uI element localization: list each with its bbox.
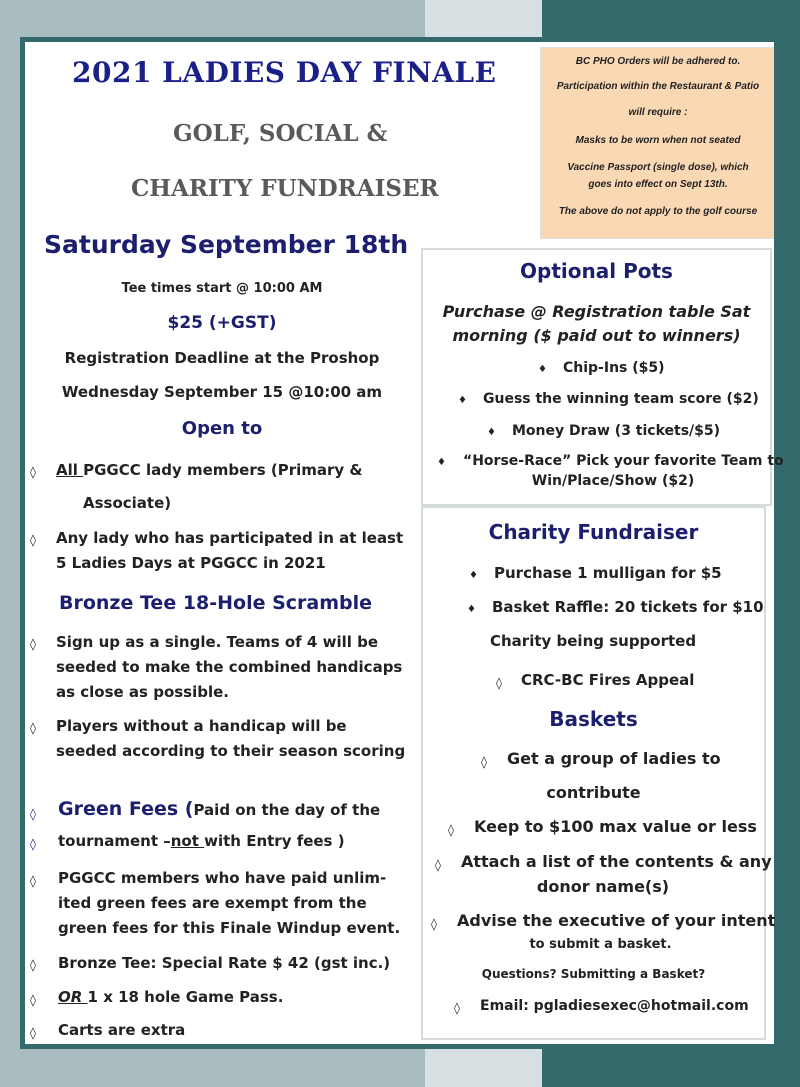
notice-line: Masks to be worn when not seated bbox=[575, 135, 741, 146]
baskets-item4-line1: Advise the executive of your intent bbox=[457, 911, 776, 930]
green-fees-heading-row bbox=[58, 798, 380, 820]
flyer-subtitle-line1: GOLF, SOCIAL & bbox=[173, 120, 388, 147]
diamond-bullet-icon: ◊ bbox=[30, 721, 36, 735]
charity-heading: Charity Fundraiser bbox=[488, 520, 699, 544]
baskets-item1-line2: contribute bbox=[546, 783, 641, 802]
diamond-bullet-icon: ◊ bbox=[30, 1026, 36, 1040]
scramble-heading: Bronze Tee 18-Hole Scramble bbox=[59, 592, 373, 614]
diamond-bullet-icon: ◊ bbox=[30, 533, 36, 547]
tee-times: Tee times start @ 10:00 AM bbox=[121, 281, 323, 296]
open-to-item2-line2: 5 Ladies Days at PGGCC in 2021 bbox=[56, 554, 326, 572]
optional-pots-sub-line1: Purchase @ Registration table Sat bbox=[442, 302, 751, 321]
green-fees-line2 bbox=[58, 832, 345, 850]
diamond-bullet-icon: ♦ bbox=[467, 604, 476, 615]
diamond-bullet-icon: ◊ bbox=[496, 676, 502, 690]
baskets-questions: Questions? Submitting a Basket? bbox=[481, 967, 706, 981]
scramble-item1-line3: as close as possible. bbox=[56, 683, 229, 701]
diamond-bullet-icon: ♦ bbox=[458, 395, 467, 406]
special-rate: Bronze Tee: Special Rate $ 42 (gst inc.) bbox=[58, 954, 391, 972]
pot-horse-race-line1: “Horse-Race” Pick your favorite Team to bbox=[463, 453, 784, 469]
notice-line: The above do not apply to the golf course bbox=[558, 206, 758, 217]
scramble-item1-line1: Sign up as a single. Teams of 4 will be bbox=[56, 633, 379, 651]
exempt-line2: ited green fees are exempt from the bbox=[58, 894, 367, 912]
game-pass-row bbox=[58, 988, 283, 1006]
baskets-item1-line1: Get a group of ladies to bbox=[507, 749, 721, 768]
contact-email: Email: pgladiesexec@hotmail.com bbox=[480, 998, 749, 1014]
notice-line: Participation within the Restaurant & Patio bbox=[556, 81, 760, 92]
diamond-bullet-icon: ◊ bbox=[481, 755, 487, 769]
deadline-line2: Wednesday September 15 @10:00 am bbox=[61, 383, 383, 401]
green-fees-line2-post: with Entry fees ) bbox=[204, 832, 345, 850]
open-to-item1-text: PGGCC lady members (Primary & bbox=[83, 461, 363, 479]
diamond-bullet-icon: ◊ bbox=[30, 637, 36, 651]
diamond-bullet-icon: ♦ bbox=[538, 364, 547, 375]
all-underlined: All bbox=[56, 461, 84, 479]
pot-money-draw: Money Draw (3 tickets/$5) bbox=[512, 423, 721, 439]
diamond-bullet-icon: ◊ bbox=[30, 958, 36, 972]
baskets-heading: Baskets bbox=[549, 707, 638, 731]
pot-chip-ins: Chip-Ins ($5) bbox=[563, 360, 665, 376]
open-to-item2-line1: Any lady who has participated in at least bbox=[56, 529, 404, 547]
scramble-item1-line2: seeded to make the combined handicaps bbox=[56, 658, 403, 676]
exempt-line3: green fees for this Finale Windup event. bbox=[58, 919, 401, 937]
baskets-item3-line1: Attach a list of the contents & any bbox=[461, 852, 772, 871]
notice-line: goes into effect on Sept 13th. bbox=[588, 179, 728, 190]
diamond-bullet-icon: ◊ bbox=[30, 807, 36, 821]
notice-line: Vaccine Passport (single dose), which bbox=[567, 162, 749, 173]
green-fees-note: Paid on the day of the bbox=[193, 801, 381, 819]
not-underlined: not bbox=[170, 832, 205, 850]
charity-basket-raffle: Basket Raffle: 20 tickets for $10 bbox=[492, 598, 764, 616]
charity-baskets-box bbox=[421, 506, 776, 1040]
optional-pots-sub-line2: morning ($ paid out to winners) bbox=[452, 326, 741, 345]
diamond-bullet-icon: ◊ bbox=[30, 465, 36, 479]
deadline-line1: Registration Deadline at the Proshop bbox=[64, 349, 380, 367]
flyer-subtitle-line2: CHARITY FUNDRAISER bbox=[131, 175, 439, 202]
notice-line: will require : bbox=[628, 107, 688, 118]
diamond-bullet-icon: ♦ bbox=[437, 457, 446, 468]
pot-horse-race-line2: Win/Place/Show ($2) bbox=[531, 473, 695, 489]
diamond-bullet-icon: ◊ bbox=[431, 917, 437, 931]
diamond-bullet-icon: ♦ bbox=[487, 427, 496, 438]
optional-pots-box bbox=[421, 248, 784, 506]
flyer-title: 2021 LADIES DAY FINALE bbox=[72, 56, 497, 89]
covid-notice-box bbox=[540, 47, 774, 239]
scramble-item2-line1: Players without a handicap will be bbox=[56, 717, 347, 735]
open-to-heading: Open to bbox=[181, 418, 263, 439]
carts-extra: Carts are extra bbox=[58, 1021, 186, 1039]
diamond-bullet-icon: ◊ bbox=[30, 993, 36, 1007]
green-fees-line2-pre: tournament – bbox=[58, 832, 171, 850]
open-to-item1-cont: Associate) bbox=[83, 494, 172, 512]
charity-supported-label: Charity being supported bbox=[490, 632, 697, 650]
open-to-item1 bbox=[56, 461, 363, 479]
green-fees-heading: Green Fees ( bbox=[58, 798, 194, 820]
pot-guess-score: Guess the winning team score ($2) bbox=[483, 391, 759, 407]
event-date: Saturday September 18th bbox=[44, 230, 409, 259]
diamond-bullet-icon: ♦ bbox=[469, 570, 478, 581]
diamond-bullet-icon: ◊ bbox=[454, 1001, 460, 1015]
diamond-bullet-icon: ◊ bbox=[30, 837, 36, 851]
exempt-line1: PGGCC members who have paid unlim- bbox=[58, 869, 387, 887]
charity-mulligan: Purchase 1 mulligan for $5 bbox=[494, 564, 722, 582]
diamond-bullet-icon: ◊ bbox=[435, 858, 441, 872]
charity-supported-item: CRC-BC Fires Appeal bbox=[521, 671, 695, 689]
scramble-item2-line2: seeded according to their season scoring bbox=[56, 742, 406, 760]
notice-line: BC PHO Orders will be adhered to. bbox=[575, 56, 741, 67]
baskets-item3-line2: donor name(s) bbox=[536, 877, 670, 896]
baskets-item2: Keep to $100 max value or less bbox=[474, 817, 757, 836]
entry-price: $25 (+GST) bbox=[167, 313, 277, 333]
baskets-item4-line2: to submit a basket. bbox=[529, 937, 672, 952]
or-label: OR bbox=[58, 988, 88, 1006]
diamond-bullet-icon: ◊ bbox=[448, 823, 454, 837]
optional-pots-heading: Optional Pots bbox=[520, 259, 673, 283]
diamond-bullet-icon: ◊ bbox=[30, 874, 36, 888]
game-pass: 1 x 18 hole Game Pass. bbox=[87, 988, 284, 1006]
